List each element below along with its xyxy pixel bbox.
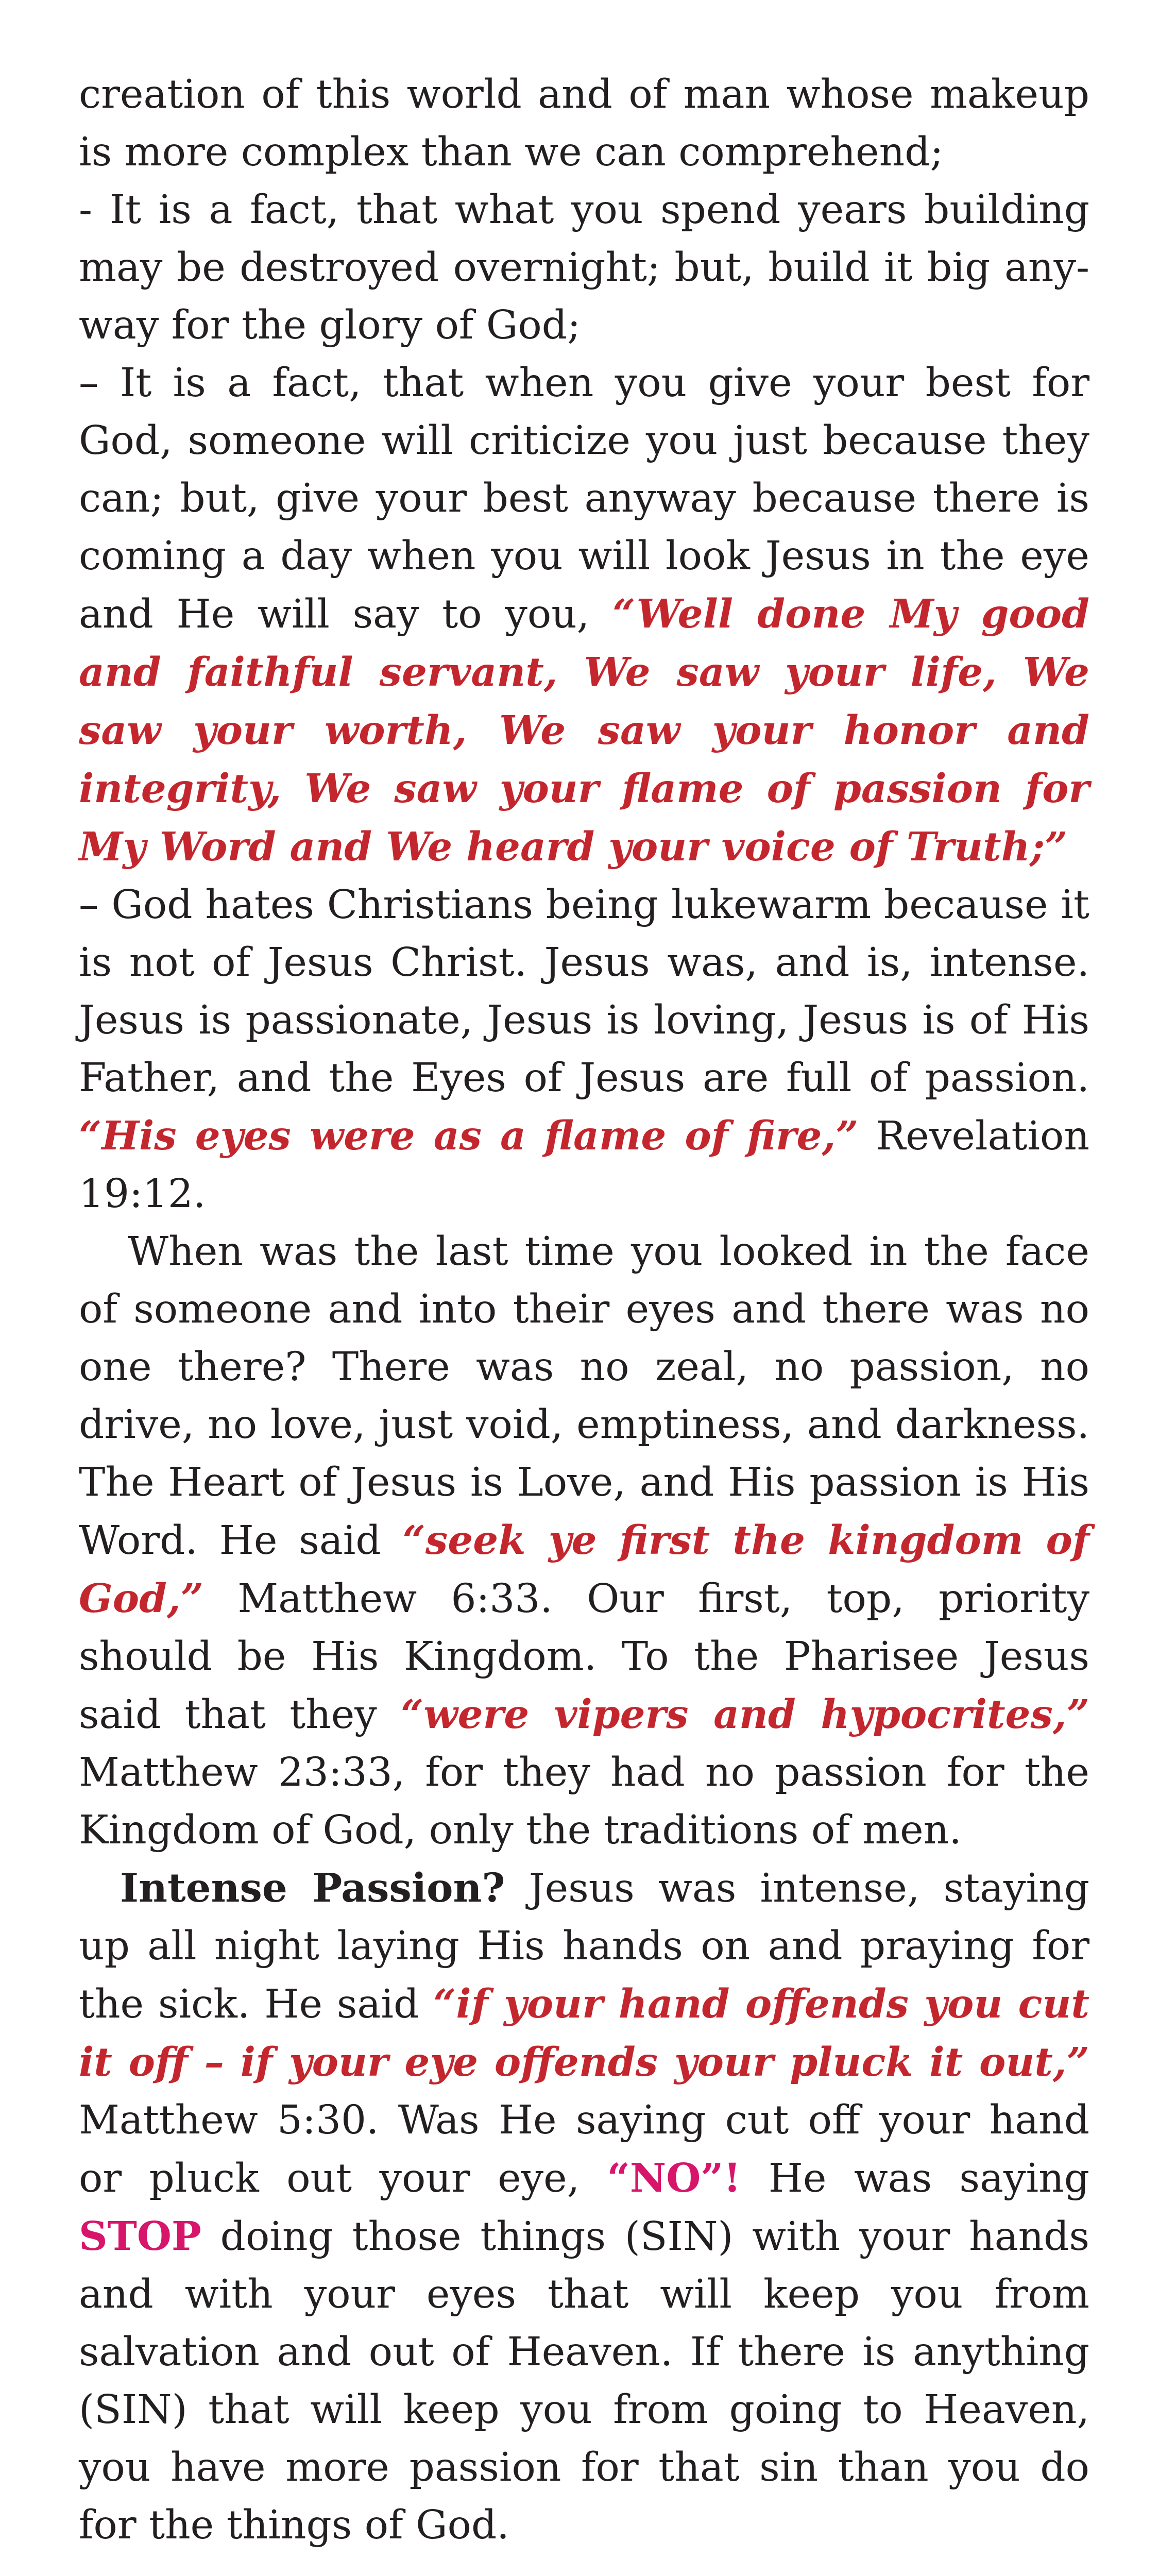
paragraph-intense-passion [79, 1859, 1089, 2554]
body-text: Matthew 5:30. Was He saying cut off your hand or pluck out your eye, [79, 2097, 1089, 2201]
paragraph-creation [79, 66, 1089, 181]
section-heading-intense-passion: Intense Passion? [120, 1865, 505, 1911]
body-text: Matthew 6:33. Our first, top, priority should be His Kingdom. To the Pharisee Jesus said that they [79, 1576, 1089, 1738]
paragraph-build-it-big [79, 181, 1089, 354]
body-text: doing those things (SIN) with your hands and with your eyes that will keep you from salvation and out of Heaven. If there is anything (SIN) that will keep you from going to Heaven, you have more passion for that sin than you do for the things of God. [79, 2214, 1089, 2548]
body-text: He was saying [741, 2156, 1089, 2201]
paragraph-last-time [79, 1223, 1089, 1859]
body-text: – God hates Christians being lukewarm because it is not of Jesus Christ. Jesus was, and is, intense. Jesus is passionate, Jesus is loving, Jesus is of His Father, and the Eyes of Jesus are full of passion. [79, 882, 1089, 1101]
emphasis-no: “NO”! [607, 2155, 741, 2201]
body-text: Matthew 23:33, for they had no passion for the Kingdom of God, only the traditions of men. [79, 1750, 1089, 1853]
paragraph-give-your-best [79, 354, 1089, 876]
body-text: - It is a fact, that what you spend years building may be destroyed overnight; but, build it big anyway for the glory of God; [79, 187, 1089, 348]
scripture-quote-vipers: “were vipers and hypocrites,” [401, 1691, 1089, 1738]
scripture-quote-well-done: “Well done My good and faithful servant, We saw your life, We saw your worth, We saw your honor and integrity, We saw your flame of passion for My Word and We heard your voice of Truth;” [79, 591, 1089, 870]
body-text: When was the last time you looked in the face of someone and into their eyes and there was no one there? There was no zeal, no passion, no drive, no love, just void, emptiness, and darkness. The Heart of Jesus is Love, and His passion is His Word. He said [79, 1229, 1089, 1564]
scripture-quote-seek-ye-first: “seek ye first the kingdom of God,” [79, 1517, 1089, 1622]
scripture-quote-flame-of-fire: “His eyes were as a flame of fire,” [79, 1113, 859, 1159]
body-text: Jesus was intense, staying up all night laying His hands on and praying for the sick. He said [79, 1866, 1090, 2027]
body-text: creation of this world and of man whose makeup is more complex than we can comprehend; [79, 72, 1089, 175]
scripture-reference: Revelation 19:12. [79, 1113, 1089, 1217]
body-text: – It is a fact, that when you give your best for God, someone will criticize you just because they can; but, give your best anyway because there is coming a day when you will look Jesus in the eye and He will say to you, [79, 360, 1089, 637]
emphasis-stop: STOP [79, 2213, 201, 2260]
paragraph-lukewarm [79, 876, 1089, 1223]
book-page [79, 66, 1089, 2554]
scripture-quote-hand-offends: “if your hand offends you cut it off – if your eye offends your pluck it out,” [79, 1981, 1090, 2086]
